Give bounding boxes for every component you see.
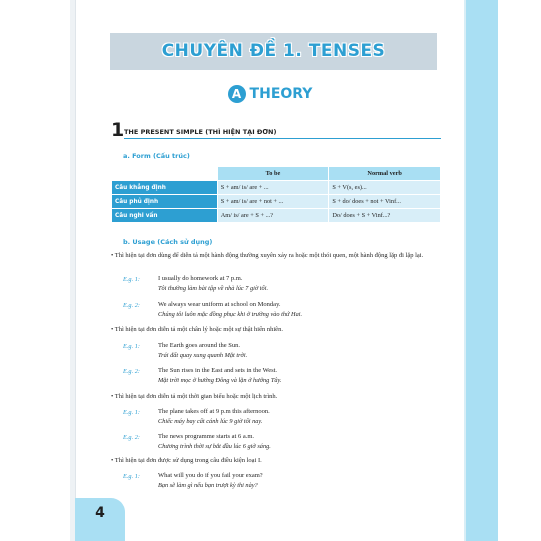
section-divider [124, 138, 441, 139]
example-english: The news programme starts at 6 a.m. [158, 433, 255, 440]
usage-bullet-truth: • Thì hiện tại đơn diễn tả một chân lý hoặc một sự thật hiển nhiên. [111, 326, 283, 333]
theory-label: THEORY [249, 86, 313, 102]
example-english: The Earth goes around the Sun. [158, 342, 240, 349]
form-table [111, 166, 441, 223]
row-label-affirmative: Câu khẳng định [112, 181, 218, 195]
chapter-title: CHUYÊN ĐỀ 1. TENSES [161, 41, 386, 61]
table-header-row [112, 167, 441, 181]
table-cell: S + am/ is/ are + ... [217, 181, 329, 195]
usage-bullet-schedule: • Thì hiện tại đơn diễn tả một thời gian biểu hoặc một lịch trình. [111, 393, 278, 400]
table-cell: S + V(s, es)... [329, 181, 441, 195]
table-corner [112, 167, 218, 181]
column-header-to-be: To be [217, 167, 329, 181]
table-cell: Am/ is/ are + S + ...? [217, 209, 329, 223]
example-vietnamese: Tôi thường làm bài tập về nhà lúc 7 giờ tối. [158, 285, 269, 292]
row-label-question: Câu nghi vấn [112, 209, 218, 223]
example-english: What will you do if you fail your exam? [158, 472, 263, 479]
example-english: The Sun rises in the East and sets in the West. [158, 367, 278, 374]
example-english: The plane takes off at 9 p.m this afternoon. [158, 408, 270, 415]
usage-bullet-habit: • Thì hiện tại đơn dùng để diễn tả một hành động thường xuyên xảy ra hoặc một thói quen, một hành động lặp đi lặp lại. [111, 252, 424, 259]
example-label: E.g. 1: [123, 276, 140, 283]
page-binding-edge [70, 0, 76, 541]
table-row [112, 195, 441, 209]
example-vietnamese: Chúng tôi luôn mặc đồng phục khi ở trường vào thứ Hai. [158, 311, 303, 318]
example-label: E.g. 2: [123, 434, 140, 441]
section-heading [111, 121, 441, 143]
example-label: E.g. 1: [123, 343, 140, 350]
table-cell: Do/ does + S + Vinf...? [329, 209, 441, 223]
form-heading: a. Form (Cấu trúc) [123, 152, 190, 160]
section-title: THE PRESENT SIMPLE (THÌ HIỆN TẠI ĐƠN) [124, 128, 277, 136]
row-label-negative: Câu phủ định [112, 195, 218, 209]
example-label: E.g. 2: [123, 302, 140, 309]
example-vietnamese: Bạn sẽ làm gì nếu bạn trượt kỳ thi này? [158, 482, 258, 489]
column-header-normal-verb: Normal verb [329, 167, 441, 181]
example-label: E.g. 1: [123, 409, 140, 416]
example-vietnamese: Mặt trời mọc ở hướng Đông và lặn ở hướng Tây. [158, 377, 282, 384]
example-label: E.g. 2: [123, 368, 140, 375]
example-vietnamese: Chiếc máy bay cất cánh lúc 9 giờ tối nay. [158, 418, 263, 425]
section-number: 1 [111, 119, 125, 141]
page-number: 4 [95, 505, 105, 521]
example-english: We always wear uniform at school on Monday. [158, 301, 281, 308]
usage-bullet-conditional: • Thì hiện tại đơn được sử dụng trong câu điều kiện loại I. [111, 457, 262, 464]
theory-badge: A [228, 85, 246, 103]
example-label: E.g. 1: [123, 473, 140, 480]
table-row [112, 181, 441, 195]
table-cell: S + am/ is/ are + not + ... [217, 195, 329, 209]
table-row [112, 209, 441, 223]
example-vietnamese: Trái đất quay xung quanh Mặt trời. [158, 352, 248, 359]
usage-heading: b. Usage (Cách sử dụng) [123, 238, 213, 246]
theory-heading [0, 85, 541, 107]
example-english: I usually do homework at 7 p.m. [158, 275, 243, 282]
example-vietnamese: Chương trình thời sự bắt đầu lúc 6 giờ sáng. [158, 443, 271, 450]
page-side-band [466, 0, 498, 541]
table-cell: S + do/ does + not + Vinf... [329, 195, 441, 209]
